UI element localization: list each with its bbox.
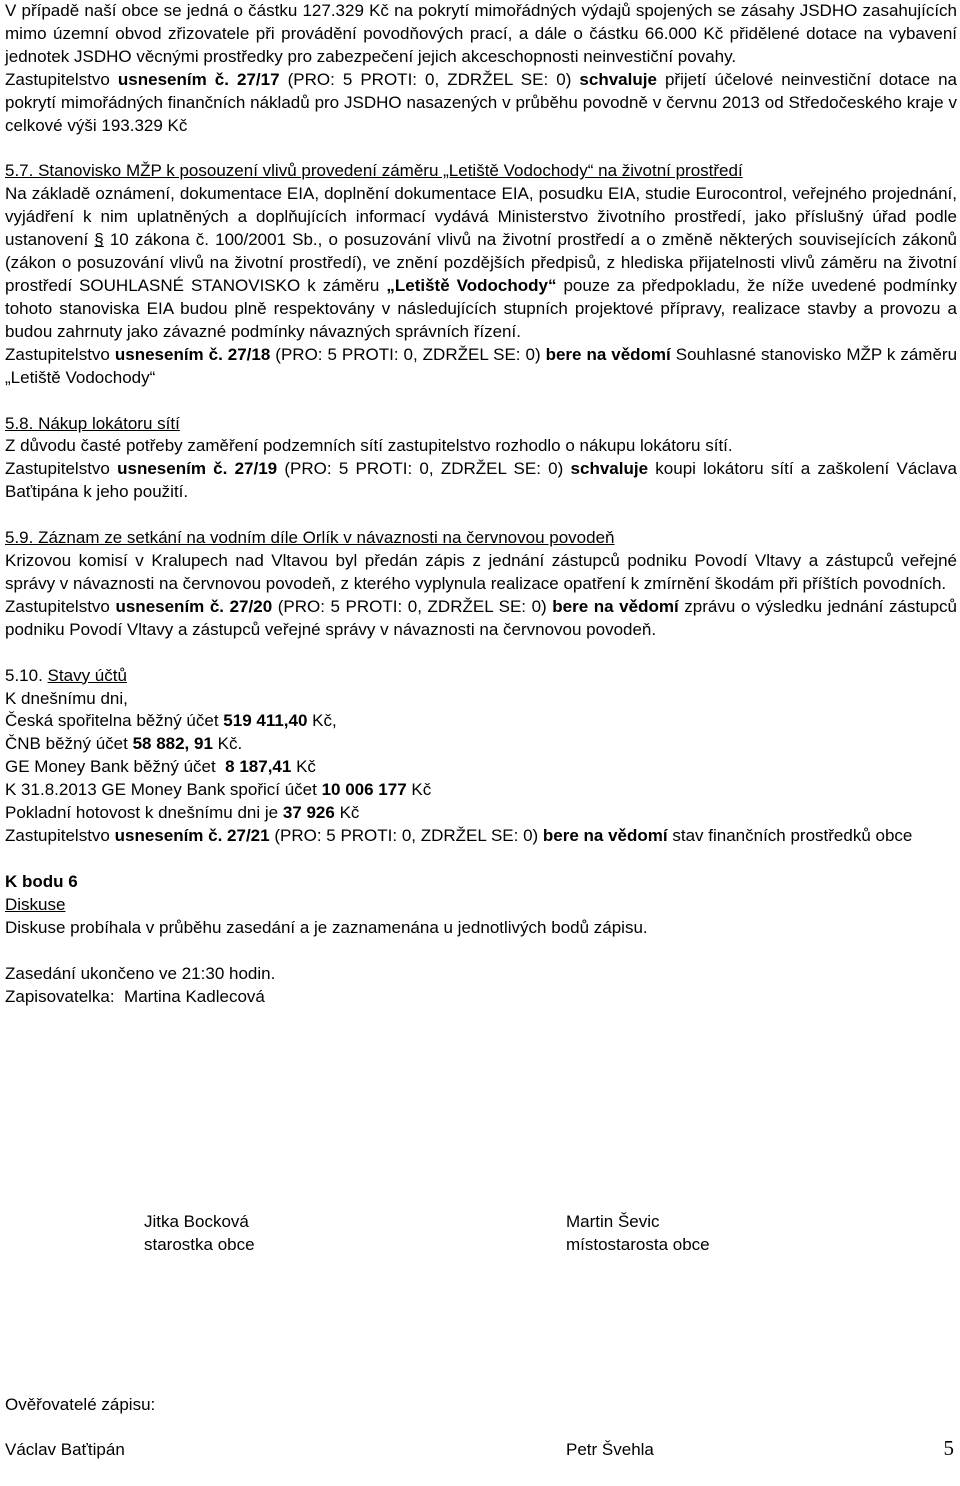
verifier-name: Václav Baťtipán: [5, 1440, 125, 1459]
account-list: [5, 710, 957, 825]
resolution-verb: bere na vědomí: [542, 826, 668, 845]
heading-5-10: 5.10. Stavy účtů: [5, 665, 127, 685]
resolution-number: usnesením č. 27/18: [114, 344, 271, 364]
paragraph-5-9: Krizovou komisí v Kralupech nad Vltavou byl předán zápis z jednání zástupců podniku Povodí Vltavy a zástupců veřejné správy v návaznosti na červnovou povodeň, z kterého vyplynula realizace opatření k zmírnění škodám při příštích povodních.: [5, 551, 957, 593]
heading-item-6: K bodu 6: [5, 871, 78, 891]
resolution-27-19: Zastupitelstvo usnesením č. 27/19 (PRO: 5 PROTI: 0, ZDRŽEL SE: 0) schvaluje koupi lokátoru sítí a zaškolení Václava Baťtipána k jeho použití.: [5, 459, 957, 502]
resolution-27-20: Zastupitelstvo usnesením č. 27/20 (PRO: 5 PROTI: 0, ZDRŽEL SE: 0) bere na vědomí zprávu o výsledku jednání zástupců podniku Povodí Vltavy a zástupců veřejné správy v návaznosti na červnovou povodeň.: [5, 596, 958, 639]
resolution-27-17: Zastupitelstvo usnesením č. 27/17 (PRO: 5 PROTI: 0, ZDRŽEL SE: 0) schvaluje přijetí účelové neinvestiční dotace na pokrytí mimořádných finančních nákladů pro JSDHO nasazených v průběhu povodně v červnu 2013 od Středočeského kraje v celkové výši 193.329 Kč: [5, 69, 957, 135]
account-amount: 37 926: [282, 803, 335, 823]
account-amount: 10 006 177: [321, 780, 407, 800]
resolution-verb: schvaluje: [579, 69, 657, 89]
page-number: 5: [943, 1436, 954, 1460]
account-amount: 58 882, 91: [132, 734, 213, 754]
resolution-number: usnesením č. 27/21: [114, 826, 270, 845]
resolution-verb: bere na vědomí: [545, 344, 671, 364]
signature-block-deputy: [566, 1210, 710, 1256]
signatory-role: místostarosta obce: [566, 1235, 710, 1254]
heading-5-8: 5.8. Nákup lokátoru sítí: [5, 413, 180, 433]
account-label: ČNB běžný účet: [5, 734, 133, 754]
heading-5-9: 5.9. Záznam ze setkání na vodním díle Orlík v návaznosti na červnovou povodeň: [5, 528, 615, 548]
paragraph-5-7: Na základě oznámení, dokumentace EIA, doplnění dokumentace EIA, posudku EIA, studie Eurocontrol, veřejného projednání, vyjádření k nim uplatněných a doplňujících informací vydává Ministerstvo životního prostředí, jako příslušný úřad podle ustanovení § 10 zákona č. 100/2001 Sb., o posuzování vlivů na životní prostředí a o změně některých souvisejících zákonů (zákon o posuzování vlivů na životní prostředí), ve znění pozdějších předpisů, z hlediska přijatelnosti vlivů záměru na životní prostředí SOUHLASNÉ STANOVISKO k záměru „Letiště Vodochody“ pouze za předpokladu, že níže uvedené podmínky tohoto stanoviska EIA budou plně respektovány v následujících stupních projektové přípravy, realizace stavby a provozu a budou zahrnuty jako závazné podmínky návazných správních řízení.: [5, 184, 958, 341]
subheading-diskuse: Diskuse: [5, 894, 66, 914]
heading-5-7: 5.7. Stanovisko MŽP k posouzení vlivů provedení záměru „Letiště Vodochody“ na životní prostředí: [5, 161, 743, 181]
signatory-role: starostka obce: [144, 1235, 255, 1254]
meeting-end: Zasedání ukončeno ve 21:30 hodin.: [5, 963, 276, 983]
document-page: [5, 0, 957, 1008]
paragraph-diskuse: Diskuse probíhala v průběhu zasedání a je zaznamenána u jednotlivých bodů zápisu.: [5, 917, 648, 937]
resolution-verb: bere na vědomí: [552, 596, 679, 616]
account-unit: Kč: [291, 757, 316, 777]
paragraph-5-6: V případě naší obce se jedná o částku 127.329 Kč na pokrytí mimořádných výdajů spojených se zásahy JSDHO zasahujících mimo územní obvod zřizovatele při provádění povodňových prací, a dále o částku 66.000 Kč přidělené dotace na vybavení jednotek JSDHO věcnými prostředky pro zabezpečení jejich akceschopnosti neinvestiční povahy.: [5, 1, 957, 66]
resolution-number: usnesením č. 27/17: [117, 69, 280, 89]
account-amount: 519 411,40: [223, 711, 308, 731]
account-label: Pokladní hotovost k dnešnímu dni je: [5, 803, 283, 823]
verifiers-label: Ověřovatelé zápisu:: [5, 1395, 156, 1414]
account-line: [5, 733, 957, 756]
signatory-name: Jitka Bocková: [144, 1212, 249, 1231]
section-sign: §: [94, 230, 104, 250]
account-amount: 8 187,41: [225, 757, 292, 777]
resolution-number: usnesením č. 27/20: [115, 596, 273, 616]
project-name: „Letiště Vodochody“: [386, 275, 557, 295]
account-unit: Kč,: [307, 711, 337, 731]
resolution-27-18: Zastupitelstvo usnesením č. 27/18 (PRO: 5 PROTI: 0, ZDRŽEL SE: 0) bere na vědomí Souhlasné stanovisko MŽP k záměru „Letiště Vodochody“: [5, 344, 958, 387]
verifier-name: Petr Švehla: [566, 1440, 654, 1459]
account-line: [5, 779, 957, 802]
paragraph-5-8: Z důvodu časté potřeby zaměření podzemních sítí zastupitelstvo rozhodlo o nákupu lokátoru sítí.: [5, 436, 733, 456]
account-label: Česká spořitelna běžný účet: [5, 711, 224, 731]
account-line: [5, 802, 957, 825]
account-label: K 31.8.2013 GE Money Bank spořicí účet: [5, 780, 322, 800]
account-label: GE Money Bank běžný účet: [5, 757, 226, 777]
account-line: [5, 756, 957, 779]
accounts-intro: K dnešnímu dni,: [5, 688, 128, 708]
recorder: Zapisovatelka: Martina Kadlecová: [5, 986, 265, 1006]
resolution-27-21: Zastupitelstvo usnesením č. 27/21 (PRO: 5 PROTI: 0, ZDRŽEL SE: 0) bere na vědomí stav finančních prostředků obce: [5, 826, 913, 845]
resolution-number: usnesením č. 27/19: [117, 459, 278, 479]
signature-block-mayor: [144, 1210, 255, 1256]
account-unit: Kč: [406, 780, 432, 800]
account-unit: Kč: [334, 803, 360, 823]
signatory-name: Martin Ševic: [566, 1212, 660, 1231]
account-line: [5, 710, 957, 733]
resolution-verb: schvaluje: [570, 459, 649, 479]
account-unit: Kč.: [212, 734, 243, 754]
